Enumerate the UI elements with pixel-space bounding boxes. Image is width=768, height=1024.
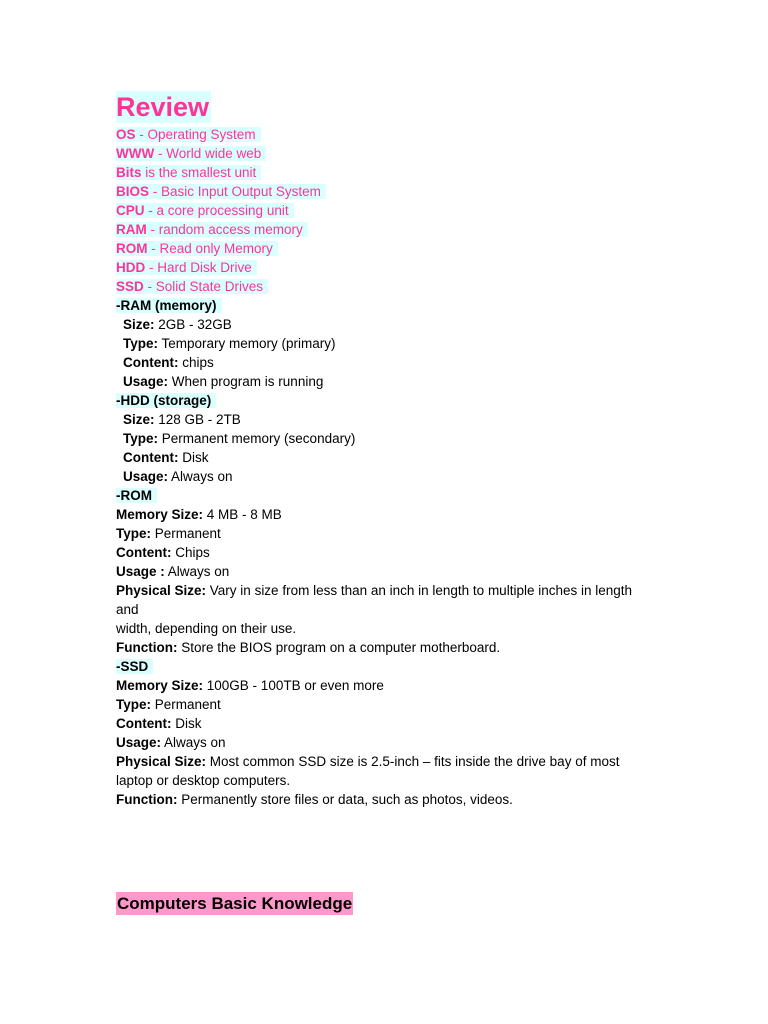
field-label: Content: bbox=[116, 545, 172, 560]
field-value: 4 MB - 8 MB bbox=[203, 507, 282, 522]
field-value: Always on bbox=[168, 469, 233, 484]
abbreviation-item bbox=[116, 222, 308, 237]
abbr-desc: - random access memory bbox=[146, 222, 303, 237]
field-label: Memory Size: bbox=[116, 507, 204, 522]
abbreviation-list bbox=[116, 125, 656, 296]
field-value: Permanent bbox=[151, 526, 221, 541]
field-value: Disk bbox=[171, 716, 202, 731]
field-value: 128 GB - 2TB bbox=[154, 412, 241, 427]
ssd-section bbox=[116, 657, 656, 809]
field-label: Function: bbox=[116, 792, 178, 807]
rom-section bbox=[116, 486, 656, 657]
field-value: chips bbox=[178, 355, 214, 370]
field-value: Always on bbox=[164, 564, 230, 579]
ram-section bbox=[116, 296, 656, 391]
abbr-term: OS bbox=[116, 127, 136, 142]
ssd-function-row bbox=[116, 790, 656, 809]
hdd-heading: -HDD (storage) bbox=[116, 393, 216, 408]
abbr-term: Bits bbox=[116, 165, 142, 180]
field-label: Usage : bbox=[116, 564, 165, 579]
field-value: Most common SSD size is 2.5-inch – fits inside the drive bay of most laptop or desktop computers. bbox=[116, 754, 620, 788]
ram-heading: -RAM (memory) bbox=[116, 298, 222, 313]
abbr-desc: - Read only Memory bbox=[147, 241, 273, 256]
field-label: Content: bbox=[123, 450, 179, 465]
field-label: Usage: bbox=[116, 735, 162, 750]
field-value: Vary in size from less than an inch in length to multiple inches in length and bbox=[116, 583, 633, 617]
hdd-type-row bbox=[116, 429, 656, 448]
abbreviation-item bbox=[116, 165, 261, 180]
abbr-desc: - a core processing unit bbox=[144, 203, 289, 218]
hdd-usage-row bbox=[116, 467, 656, 486]
abbreviation-item bbox=[116, 241, 278, 256]
ssd-content-row bbox=[116, 714, 656, 733]
field-label: Type: bbox=[116, 697, 152, 712]
field-label: Memory Size: bbox=[116, 678, 204, 693]
ssd-heading: -SSD bbox=[116, 659, 153, 674]
abbreviation-item bbox=[116, 127, 261, 142]
field-label: Usage: bbox=[123, 374, 169, 389]
rom-function-row bbox=[116, 638, 656, 657]
hdd-size-row bbox=[116, 410, 656, 429]
abbreviation-item bbox=[116, 279, 268, 294]
field-value: When program is running bbox=[168, 374, 324, 389]
abbr-term: BIOS bbox=[116, 184, 150, 199]
abbr-desc: - Hard Disk Drive bbox=[145, 260, 252, 275]
field-label: Size: bbox=[123, 412, 155, 427]
abbreviation-item bbox=[116, 184, 326, 199]
field-value: Store the BIOS program on a computer motherboard. bbox=[177, 640, 501, 655]
ram-type-row bbox=[116, 334, 656, 353]
abbr-term: SSD bbox=[116, 279, 144, 294]
ram-usage-row bbox=[116, 372, 656, 391]
ram-size-row bbox=[116, 315, 656, 334]
field-label: Type: bbox=[116, 526, 152, 541]
field-label: Function: bbox=[116, 640, 178, 655]
abbr-desc: - Operating System bbox=[135, 127, 256, 142]
ssd-memory-size-row bbox=[116, 676, 656, 695]
field-label: Content: bbox=[116, 716, 172, 731]
rom-physical-size-row bbox=[116, 581, 656, 619]
field-label: Size: bbox=[123, 317, 155, 332]
field-value: Chips bbox=[171, 545, 210, 560]
rom-memory-size-row bbox=[116, 505, 656, 524]
field-value: Permanent bbox=[151, 697, 221, 712]
rom-heading: -ROM bbox=[116, 488, 157, 503]
rom-content-row bbox=[116, 543, 656, 562]
abbreviation-item bbox=[116, 146, 266, 161]
field-value: Permanently store files or data, such as photos, videos. bbox=[177, 792, 513, 807]
field-label: Usage: bbox=[123, 469, 169, 484]
abbr-desc: - World wide web bbox=[154, 146, 262, 161]
abbr-term: WWW bbox=[116, 146, 155, 161]
field-value: Permanent memory (secondary) bbox=[158, 431, 356, 446]
field-label: Content: bbox=[123, 355, 179, 370]
field-label: Type: bbox=[123, 431, 159, 446]
ssd-type-row bbox=[116, 695, 656, 714]
field-value: 2GB - 32GB bbox=[154, 317, 232, 332]
abbr-term: ROM bbox=[116, 241, 148, 256]
field-value: 100GB - 100TB or even more bbox=[203, 678, 384, 693]
abbreviation-item bbox=[116, 203, 294, 218]
abbr-desc: - Basic Input Output System bbox=[149, 184, 321, 199]
abbr-desc: is the smallest unit bbox=[141, 165, 257, 180]
review-section bbox=[116, 91, 656, 809]
abbr-desc: - Solid State Drives bbox=[143, 279, 264, 294]
ram-content-row bbox=[116, 353, 656, 372]
section-heading: Computers Basic Knowledge bbox=[117, 894, 353, 913]
hdd-section bbox=[116, 391, 656, 486]
ssd-usage-row bbox=[116, 733, 656, 752]
field-label: Physical Size: bbox=[116, 583, 207, 598]
field-value: Always on bbox=[161, 735, 226, 750]
field-value: Temporary memory (primary) bbox=[158, 336, 336, 351]
field-label: Type: bbox=[123, 336, 159, 351]
field-label: Physical Size: bbox=[116, 754, 207, 769]
abbr-term: RAM bbox=[116, 222, 147, 237]
abbr-term: CPU bbox=[116, 203, 145, 218]
field-value: Disk bbox=[178, 450, 209, 465]
abbr-term: HDD bbox=[116, 260, 146, 275]
page-title: Review bbox=[116, 92, 210, 122]
abbreviation-item bbox=[116, 260, 257, 275]
hdd-content-row bbox=[116, 448, 656, 467]
rom-physical-size-continued: width, depending on their use. bbox=[116, 621, 297, 636]
rom-type-row bbox=[116, 524, 656, 543]
ssd-physical-size-row bbox=[116, 752, 656, 790]
rom-usage-row bbox=[116, 562, 656, 581]
